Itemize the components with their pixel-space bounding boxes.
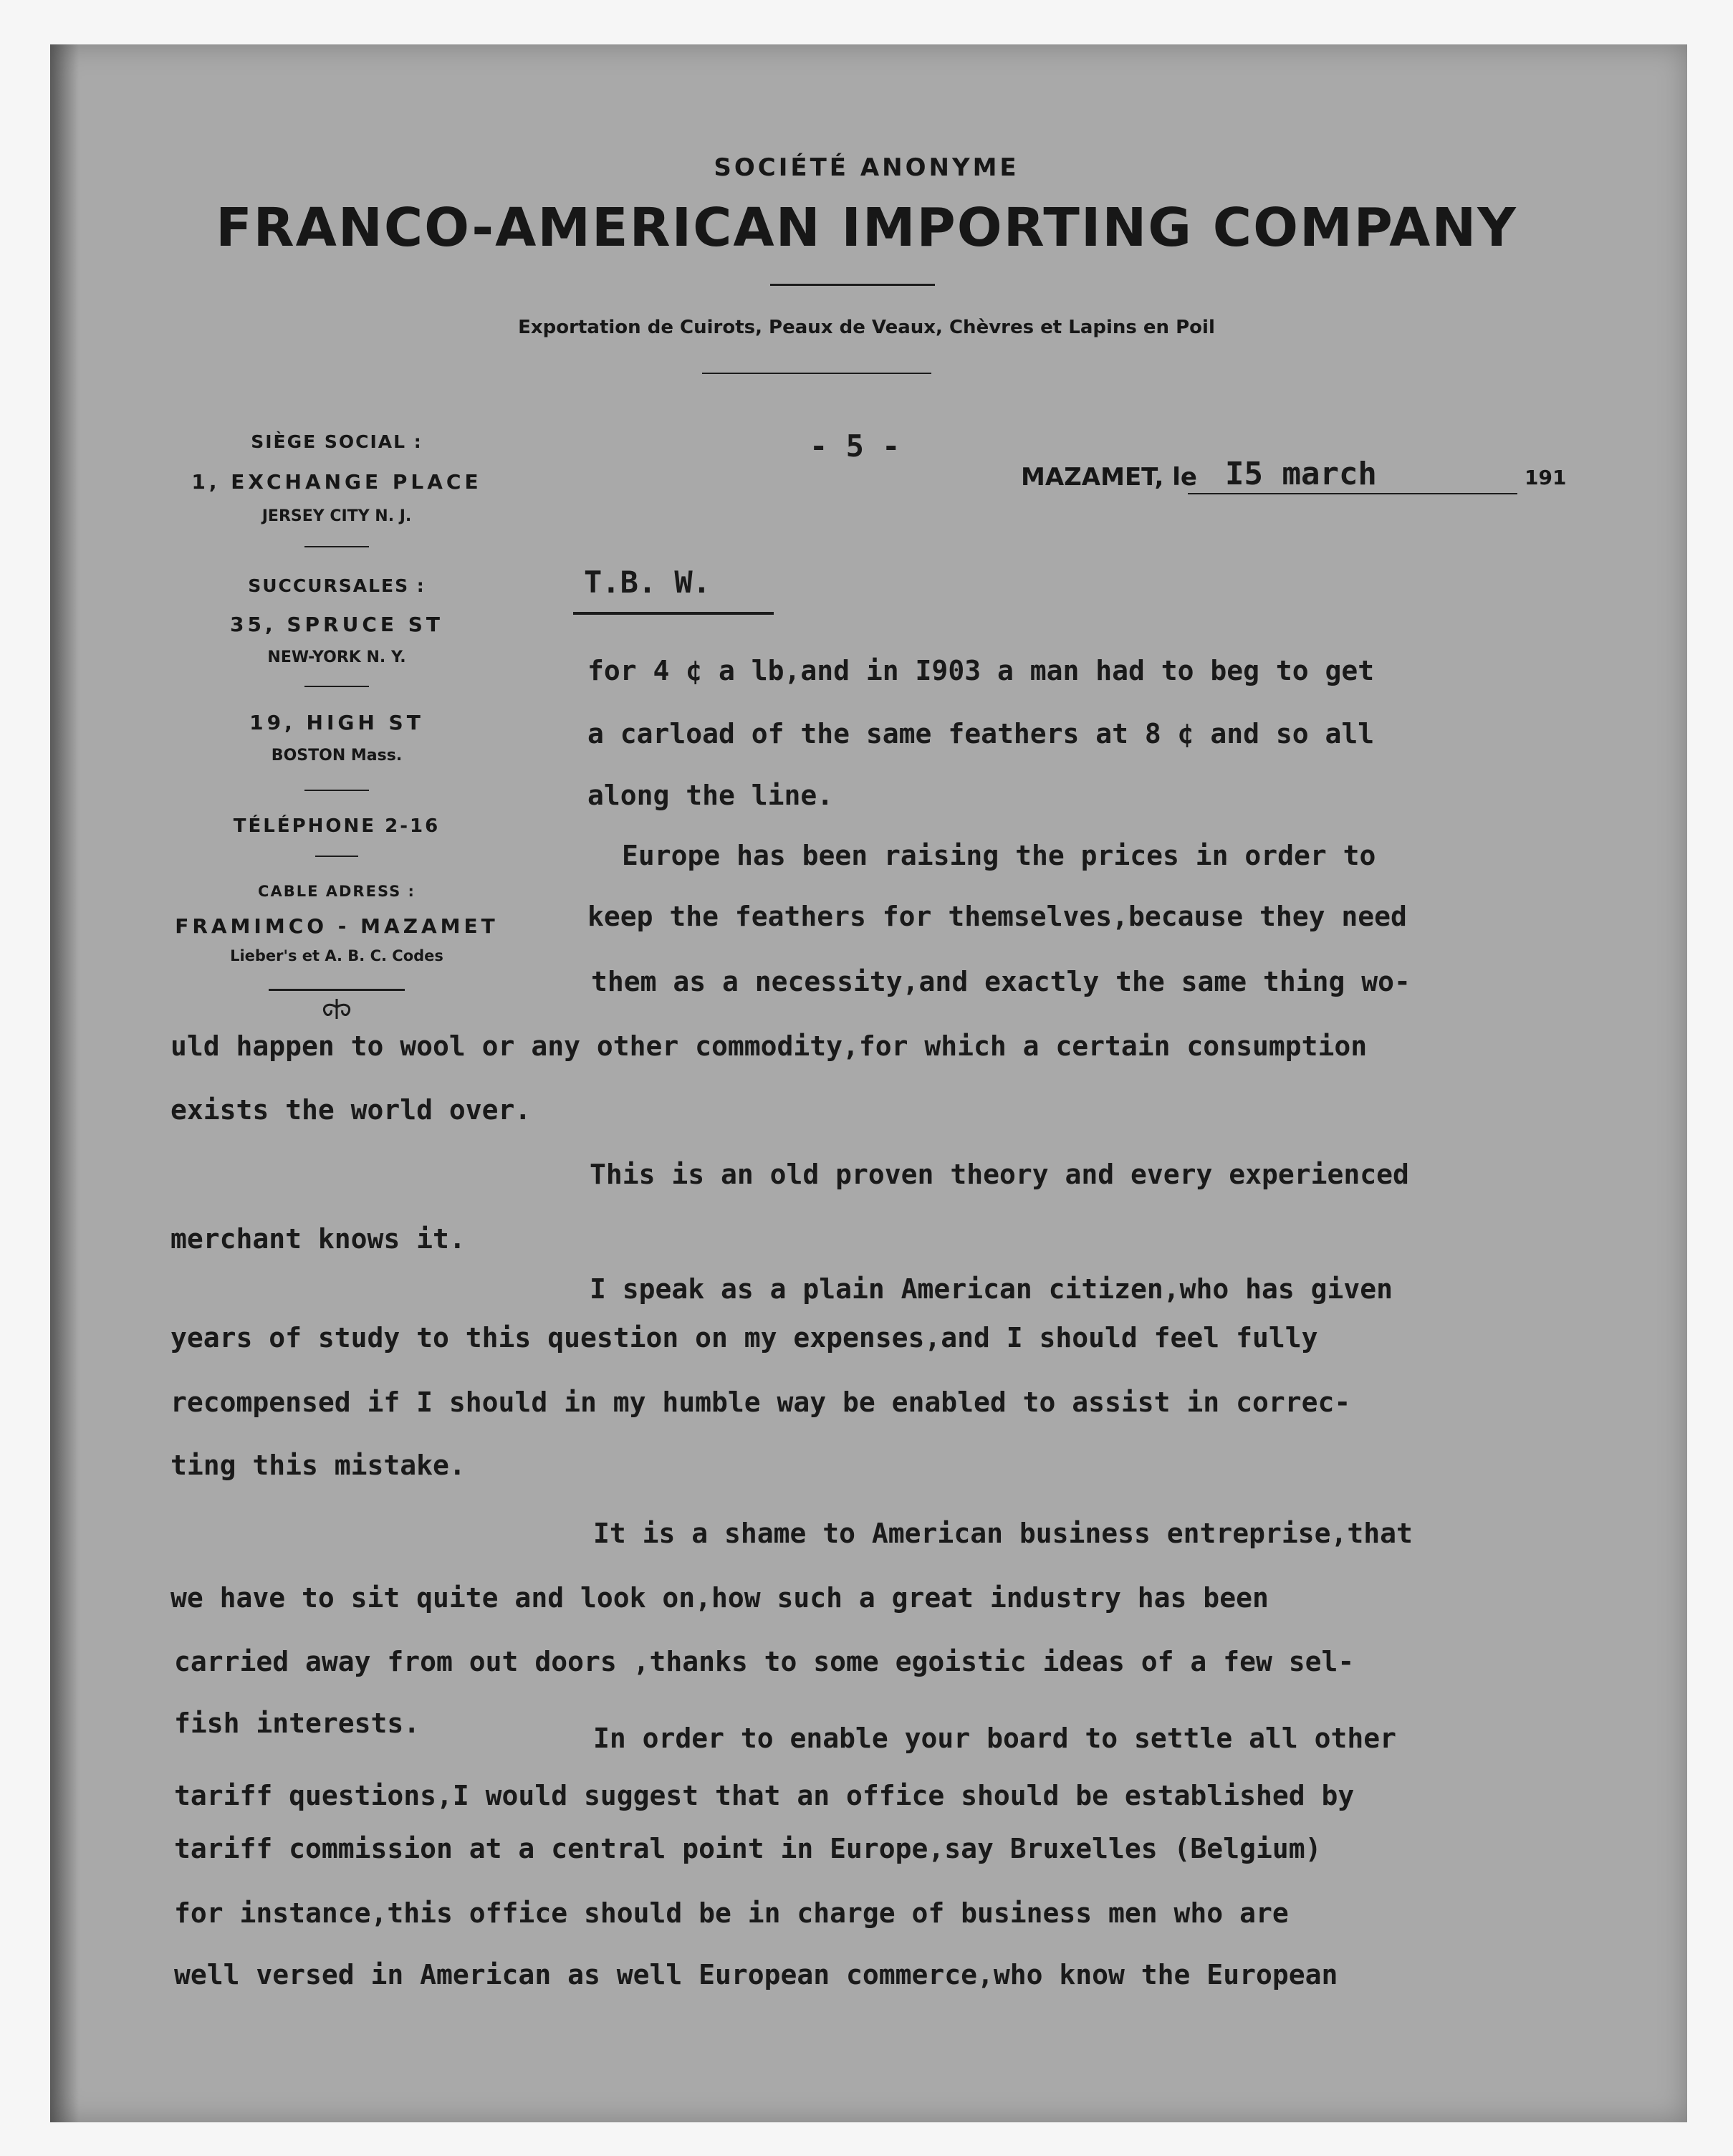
typed-line: tariff questions,I would suggest that an office should be established by bbox=[174, 1780, 1355, 1811]
siege-label: SIÈGE SOCIAL : bbox=[251, 431, 423, 452]
typed-line: Europe has been raising the prices in order to bbox=[622, 840, 1376, 871]
typed-line: uld happen to wool or any other commodity,for which a certain consumption bbox=[171, 1030, 1368, 1062]
sidebar-divider bbox=[304, 790, 369, 791]
typed-line: I speak as a plain American citizen,who has given bbox=[590, 1273, 1393, 1305]
typed-line: merchant knows it. bbox=[171, 1223, 466, 1255]
typed-line: carried away from out doors ,thanks to some egoistic ideas of a few sel- bbox=[174, 1646, 1355, 1677]
branch1-city: NEW-YORK N. Y. bbox=[267, 648, 406, 666]
typed-line: well versed in American as well European commerce,who know the European bbox=[174, 1959, 1338, 1990]
recipient-initials: T.B. W. bbox=[584, 565, 711, 600]
cable-label: CABLE ADRESS : bbox=[258, 883, 416, 900]
company-type: SOCIÉTÉ ANONYME bbox=[714, 153, 1019, 182]
typed-line: them as a necessity,and exactly the same thing wo- bbox=[591, 966, 1411, 997]
typed-line: along the line. bbox=[587, 780, 834, 811]
typed-line: In order to enable your board to settle all other bbox=[593, 1723, 1397, 1754]
typed-line: years of study to this question on my expenses,and I should feel fully bbox=[171, 1322, 1318, 1354]
sidebar-divider bbox=[315, 856, 358, 857]
branch2-city: BOSTON Mass. bbox=[271, 747, 403, 765]
recipient-underline bbox=[573, 612, 774, 615]
sidebar-end-rule bbox=[269, 989, 405, 991]
letter-date: I5 march bbox=[1225, 456, 1377, 492]
cable-address: FRAMIMCO - MAZAMET bbox=[175, 914, 499, 938]
date-underline bbox=[1188, 493, 1517, 494]
company-name: FRANCO-AMERICAN IMPORTING COMPANY bbox=[216, 197, 1517, 259]
fleuron-ornament bbox=[315, 997, 358, 1023]
typed-line: tariff commission at a central point in Europe,say Bruxelles (Belgium) bbox=[174, 1833, 1322, 1864]
place-label: MAZAMET, le bbox=[1021, 463, 1197, 492]
typed-line: ting this mistake. bbox=[171, 1450, 466, 1481]
typed-line: recompensed if I should in my humble way be enabled to assist in correc- bbox=[171, 1386, 1351, 1418]
branch2-address: 19, HIGH ST bbox=[249, 711, 424, 734]
typed-line: for 4 ¢ a lb,and in I903 a man had to beg to get bbox=[587, 655, 1375, 686]
typed-line: for instance,this office should be in charge of business men who are bbox=[174, 1897, 1289, 1929]
siege-address: 1, EXCHANGE PLACE bbox=[191, 470, 482, 494]
typed-line: exists the world over. bbox=[171, 1094, 532, 1126]
typed-line: It is a shame to American business entreprise,that bbox=[593, 1518, 1413, 1549]
page-number: - 5 - bbox=[810, 428, 901, 464]
typed-line: This is an old proven theory and every experienced bbox=[590, 1159, 1409, 1190]
typed-line: a carload of the same feathers at 8 ¢ and so all bbox=[587, 718, 1375, 749]
typed-line: keep the feathers for themselves,because they need bbox=[587, 901, 1407, 932]
business-line: Exportation de Cuirots, Peaux de Veaux, Chèvres et Lapins en Poil bbox=[518, 317, 1215, 338]
succursales-label: SUCCURSALES : bbox=[248, 575, 426, 596]
branch1-address: 35, SPRUCE ST bbox=[229, 613, 444, 636]
paper-edge-shadow bbox=[50, 44, 79, 2122]
year-prefix: 191 bbox=[1525, 466, 1567, 489]
telephone: TÉLÉPHONE 2-16 bbox=[233, 815, 441, 837]
codes: Lieber's et A. B. C. Codes bbox=[230, 947, 443, 964]
typed-line: we have to sit quite and look on,how such a great industry has been bbox=[171, 1582, 1269, 1614]
business-ornament-rule bbox=[702, 373, 931, 374]
siege-city: JERSEY CITY N. J. bbox=[261, 507, 412, 525]
typed-line: fish interests. bbox=[174, 1707, 421, 1739]
sidebar-divider bbox=[304, 546, 369, 547]
sidebar-divider bbox=[304, 686, 369, 687]
title-ornament-rule bbox=[770, 284, 935, 286]
